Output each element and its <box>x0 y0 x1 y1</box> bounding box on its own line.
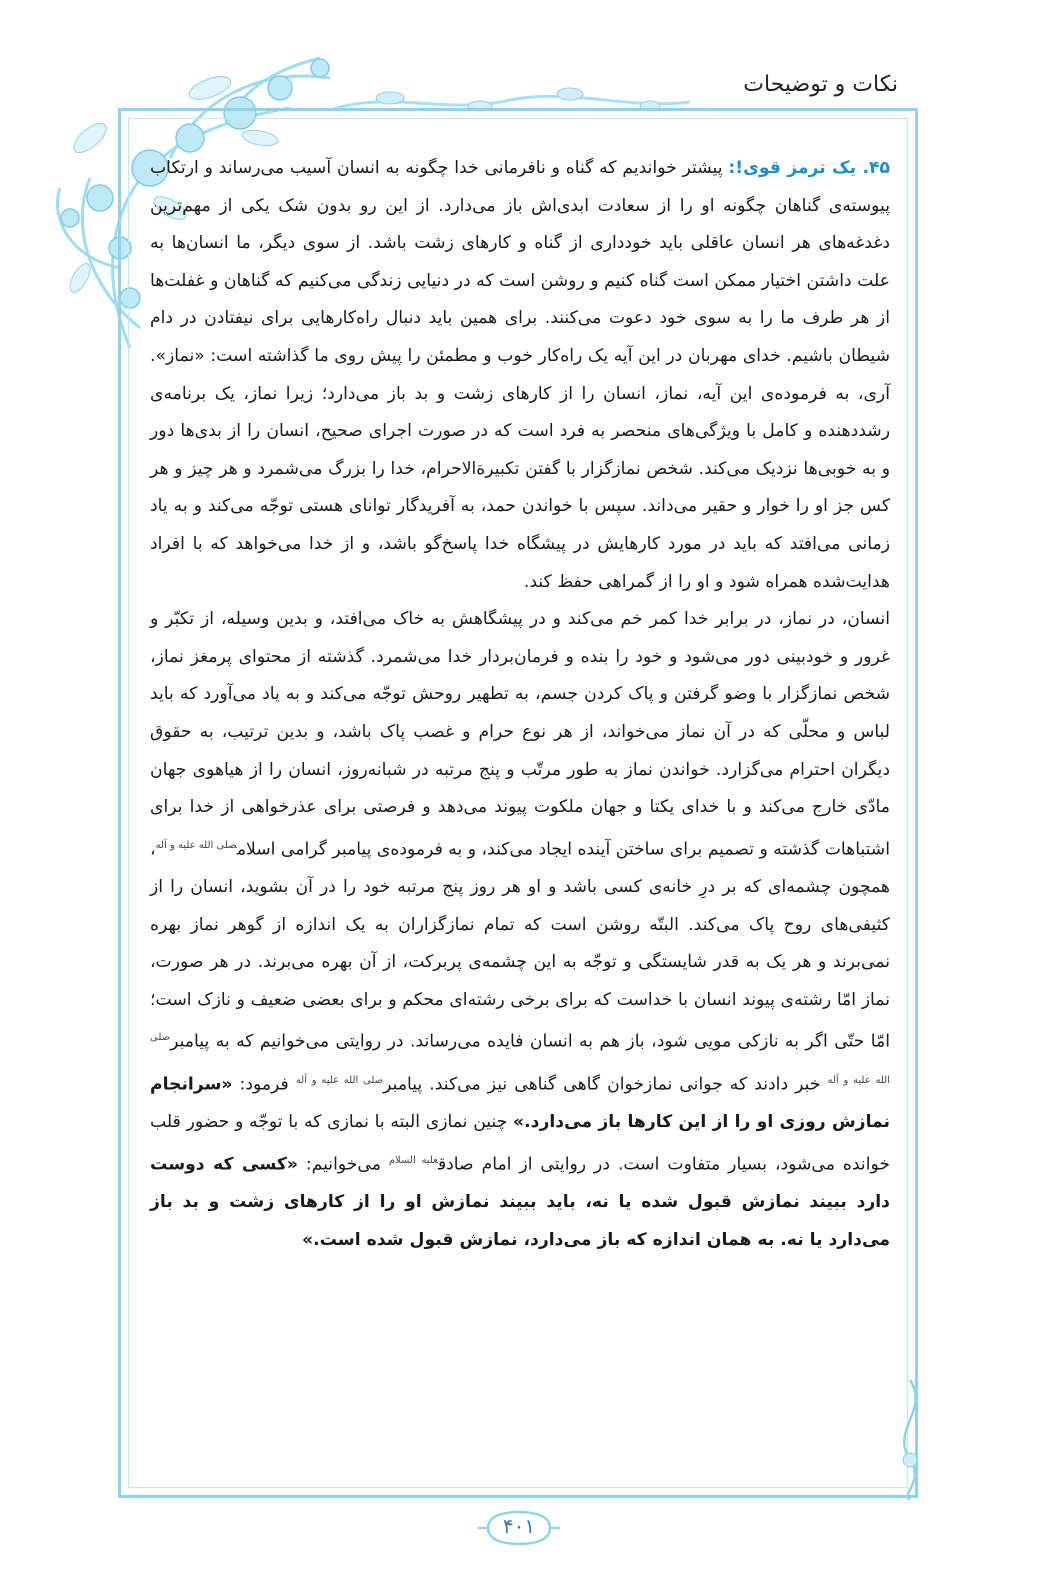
section-heading: ۴۵. یک ترمز قوی!: <box>728 158 890 178</box>
quote-2: «کسی که دوست دارد ببیند نمازش قبول شده یا نه، باید ببیند نمازش او را از کارهای زشت و بد باز می‌دارد یا نه. به همان اندازه که باز می‌دارد، نمازش قبول شده است.» <box>150 1154 890 1250</box>
paragraph-2-text-d: فرمود: <box>232 1074 296 1095</box>
honorific-label: صلی الله علیه و آله <box>295 1074 384 1086</box>
paragraph-2-text-f: می‌خوانیم: <box>297 1154 389 1175</box>
paragraph-1 <box>150 150 890 601</box>
paragraph-2-text-e: چنین نمازی البته با نمازی که با توجّه و حضور قلب خوانده می‌شود، بسیار متفاوت است. در روایتی از امام صادق <box>150 1112 890 1175</box>
honorific-label: صلی الله علیه و آله <box>155 839 237 851</box>
paragraph-2-text-c: خبر دادند که جوانی نمازخوان گاهی گناهی نیز می‌کند. پیامبر <box>383 1074 828 1095</box>
scroll-ornament-icon <box>880 1380 940 1500</box>
body-text <box>150 150 890 1259</box>
paragraph-2-text-a: انسان، در نماز، در برابر خدا کمر خم می‌کند و در پیشگاهش به خاک می‌افتد، و بدین وسیله، از تکبّر و غرور و خودبینی دور می‌شود و خود را بنده و فرمان‌بردار خدا می‌شمرد. گذشته از محتوای پرمغز نماز، شخص نمازگزار با وضو گرفتن و پاک کردن جسم، به تطهیر روحش توجّه می‌کند و به یاد می‌آورد که باید لباس و محلّی که در آن نماز می‌خواند، از هر نوع حرام و غصب پاک باشد، و بدین ترتیب، به حقوق دیگران احترام می‌گزارد. خواندن نماز به طور مرتّب و پنج مرتبه در شبانه‌روز، انسان را از هیاهوی جهان مادّی خارج می‌کند و با خدای یکتا و جهان ملکوت پیوند می‌دهد و فرصتی برای عذرخواهی از خدا برای اشتباهات گذشته و تصمیم برای ساختن آینده ایجاد می‌کند، و به فرموده‌ی پیامبر گرامی اسلام <box>150 609 890 860</box>
paragraph-2-text-b: ، همچون چشمه‌ای که بر درِ خانه‌ی کسی باشد و او هر روز پنج مرتبه خود را در آن بشوید، انسان را از کثیفی‌های روح پاک می‌کند. البتّه روشن است که تمام نمازگزاران به یک اندازه از گوهر نماز بهره نمی‌برند و هر یک به قدر شایستگی و توجّه به این چشمه‌ی پربرکت، از آن بهره می‌برند. در هر صورت، نماز امّا رشته‌ی پیوند انسان با خداست که برای برخی رشته‌ای محکم و برای بعضی ضعیف و نازک است؛ امّا حتّی اگر به نازکی مویی شود، باز هم به انسان فایده می‌رساند. در روایتی می‌خوانیم که به پیامبر <box>150 839 890 1053</box>
page-title: نکات و توضیحات <box>743 72 898 97</box>
paragraph-2 <box>150 601 890 1259</box>
quote-1: «سرانجام نمازش روزی او را از این کارها باز می‌دارد.» <box>150 1074 891 1133</box>
page-number: ۴۰۱ <box>502 1514 536 1538</box>
paragraph-1-text: پیشتر خواندیم که گناه و نافرمانی خدا چگونه به انسان آسیب می‌رساند و ارتکاب پیوسته‌ی گناهان چگونه او را از سعادت ابدی‌اش باز می‌دارد. از این رو بدون شک یکی از مهم‌ترین دغدغه‌های هر انسان عاقلی باید خودداری از گناه و کارهای زشت باشد. از سوی دیگر، ما انسان‌ها به علت داشتن اختیار ممکن است گناه کنیم و روشن است که در دنیایی زندگی می‌کنیم که گناهان و غفلت‌ها از هر طرف ما را به سوی خود دعوت می‌کنند. برای همین باید دنبال راه‌کارهایی برای نیفتادن در دام شیطان باشیم. خدای مهربان در این آیه یک راه‌کار خوب و مطمئن را پیش روی ما گذاشته است: «نماز». آری، به فرموده‌ی این آیه، نماز، انسان را از کارهای زشت و بد باز می‌دارد؛ زیرا نماز، یک برنامه‌ی رشددهنده و کامل با ویژگی‌های منحصر به فرد است که در صورت اجرای صحیح، انسان را از بدی‌ها دور و به خوبی‌ها نزدیک می‌کند. شخص نمازگزار با گفتن تکبیرةالاحرام، خدا را بزرگ می‌شمرد و هر چیز و هر کس جز او را خوار و حقیر می‌داند. سپس با خواندن حمد، به آفریدگار توانای هستی توجّه می‌کند و به یاد زمانی می‌افتد که باید در مورد کارهایش در پیشگاه خدا پاسخ‌گو باشد، و از خدا می‌خواهد که با افراد هدایت‌شده همراه شود و او را از گمراهی حفظ کند. <box>150 158 890 592</box>
honorific-label: علیه السلام <box>388 1154 438 1166</box>
honorific-label: صلی الله علیه و آله <box>150 1032 890 1086</box>
